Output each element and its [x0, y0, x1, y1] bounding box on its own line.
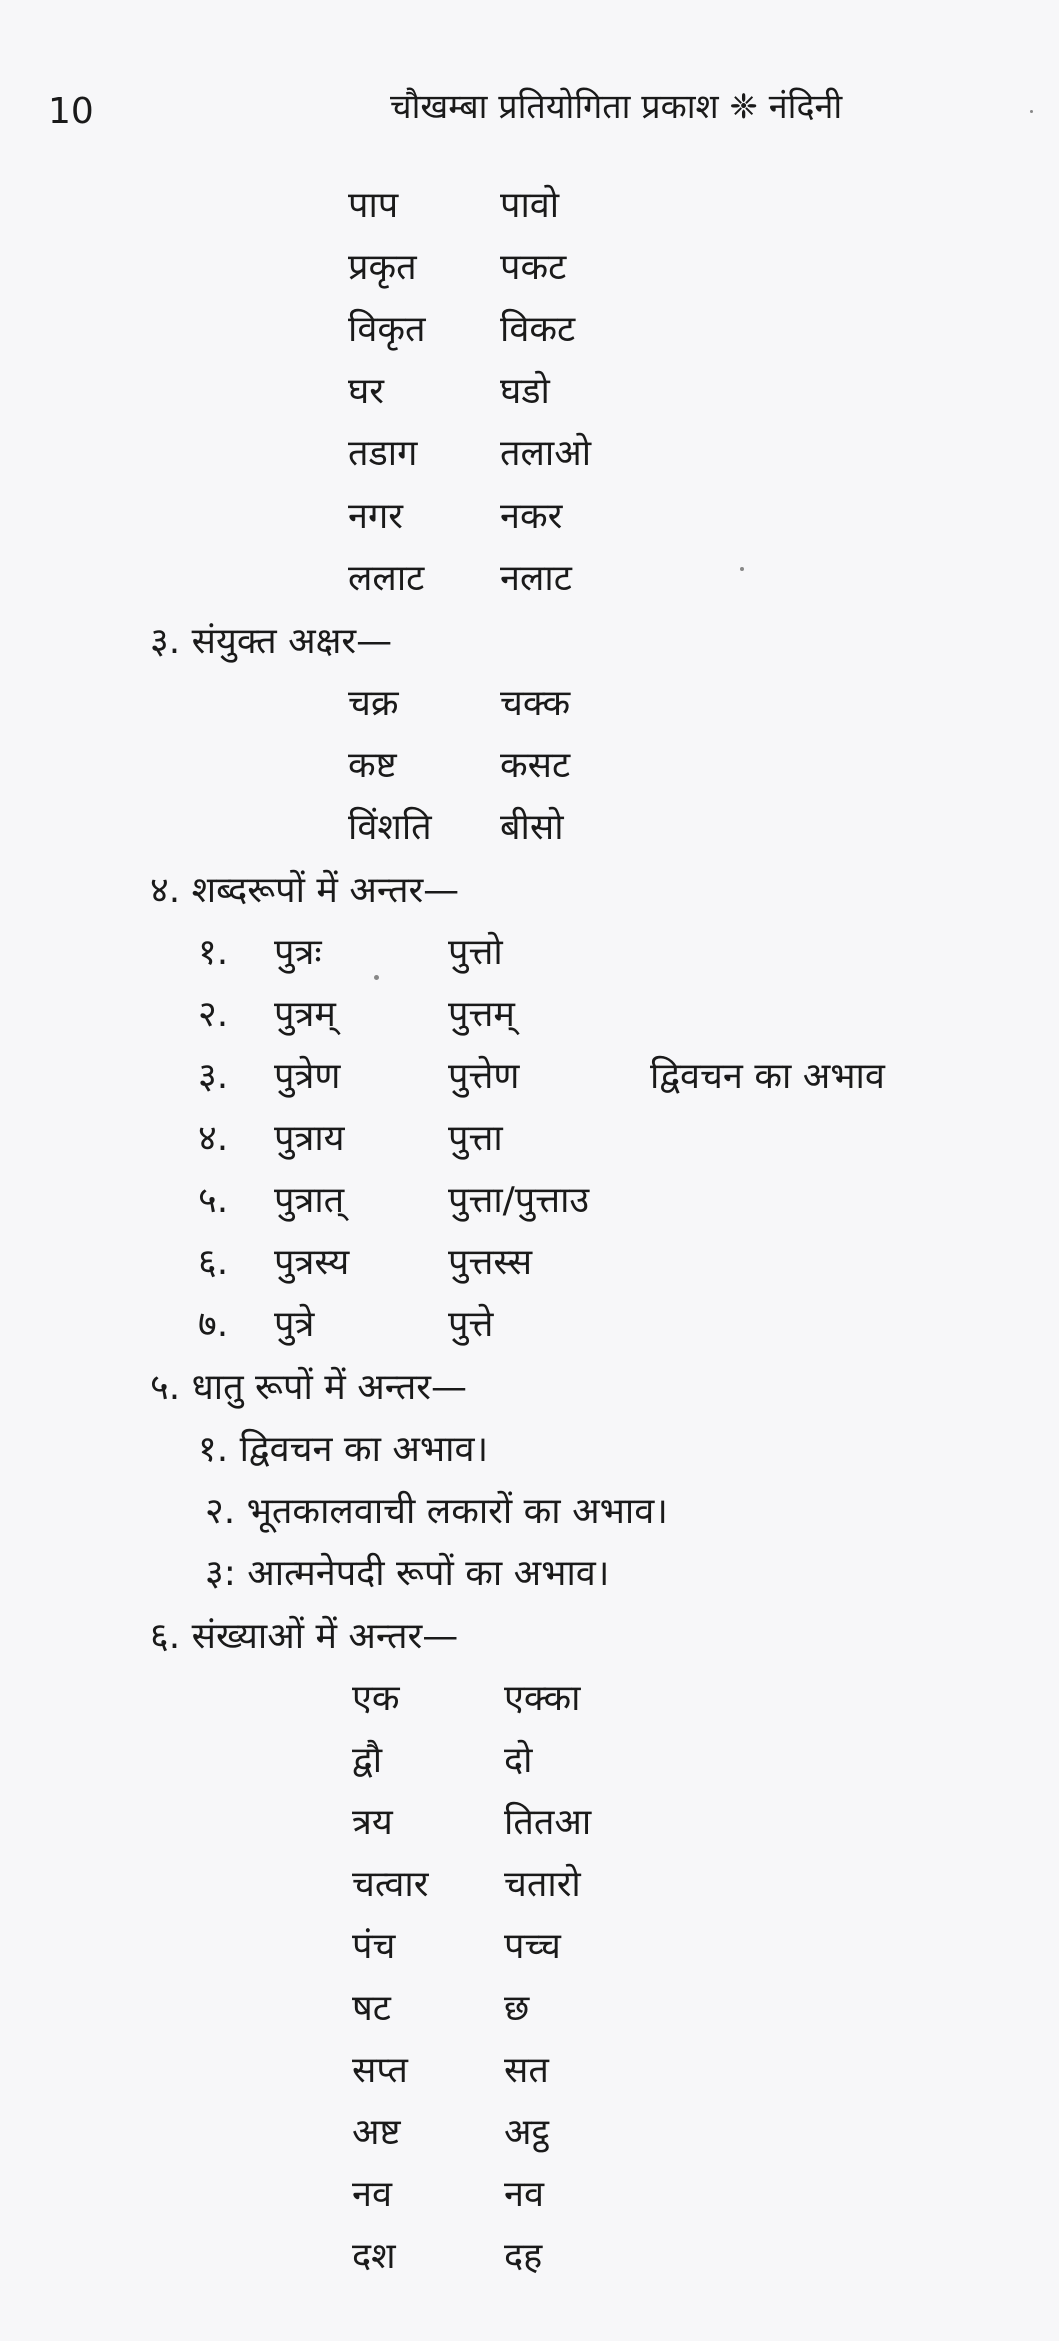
section-6-prakrit: पच्च [504, 1926, 561, 1967]
list-one-sanskrit: नगर [348, 496, 403, 537]
list-one-prakrit: नकर [500, 496, 563, 537]
section-6-prakrit: दह [504, 2236, 543, 2277]
section-4-prakrit: पुत्ता [448, 1118, 503, 1159]
section-6-prakrit: सत [504, 2050, 549, 2091]
running-header-title: चौखम्बा प्रतियोगिता प्रकाश ❈ नंदिनी [390, 87, 843, 127]
section-4-sanskrit: पुत्रे [274, 1304, 315, 1345]
section-4-sanskrit: पुत्राय [274, 1118, 345, 1159]
section-3-sanskrit: कष्ट [348, 745, 397, 786]
section-4-prakrit: पुत्तम् [448, 994, 515, 1035]
scan-speck [740, 567, 744, 571]
list-one-sanskrit: प्रकृत [348, 247, 417, 288]
section-4-number: १. [198, 932, 229, 973]
section-6-heading: ६. संख्याओं में अन्तर— [150, 1616, 459, 1657]
section-5-item: २. भूतकालवाची लकारों का अभाव। [205, 1491, 668, 1532]
section-6-prakrit: चतारो [504, 1864, 581, 1905]
section-4-prakrit: पुत्तेण [448, 1056, 520, 1097]
section-6-prakrit: तितआ [504, 1802, 592, 1843]
section-4-prakrit: पुत्ता/पुत्ताउ [448, 1180, 590, 1221]
section-4-heading: ४. शब्दरूपों में अन्तर— [150, 870, 460, 911]
section-4-sanskrit: पुत्रम् [274, 994, 336, 1035]
section-4-number: ५. [198, 1180, 229, 1221]
section-4-number: २. [198, 994, 229, 1035]
list-one-prakrit: घडो [500, 371, 550, 412]
section-4-prakrit: पुत्तो [448, 932, 503, 973]
section-6-prakrit: नव [504, 2174, 544, 2215]
section-6-sanskrit: दश [352, 2236, 396, 2277]
section-4-sanskrit: पुत्रात् [274, 1180, 345, 1221]
list-one-sanskrit: तडाग [348, 433, 418, 474]
section-3-prakrit: चक्क [500, 683, 571, 724]
list-one-sanskrit: घर [348, 371, 384, 412]
section-4-number: ४. [198, 1118, 229, 1159]
section-4-number: ३. [198, 1056, 229, 1097]
scan-speck [1030, 110, 1033, 113]
section-6-sanskrit: त्रय [352, 1802, 393, 1843]
section-6-sanskrit: नव [352, 2174, 392, 2215]
section-6-sanskrit: अष्ट [352, 2112, 401, 2153]
section-4-sanskrit: पुत्रस्य [274, 1242, 350, 1283]
scan-speck [374, 975, 379, 980]
list-one-sanskrit: विकृत [348, 309, 426, 350]
section-5-item: ३: आत्मनेपदी रूपों का अभाव। [205, 1553, 610, 1594]
list-one-prakrit: नलाट [500, 558, 572, 599]
section-3-sanskrit: चक्र [348, 683, 399, 724]
section-6-sanskrit: चत्वार [352, 1864, 429, 1905]
section-6-sanskrit: सप्त [352, 2050, 408, 2091]
section-6-prakrit: एक्का [504, 1678, 581, 1719]
section-4-number: ७. [198, 1304, 229, 1345]
section-4-number: ६. [198, 1242, 229, 1283]
section-3-heading: ३. संयुक्त अक्षर— [150, 621, 393, 662]
section-4-note: द्विवचन का अभाव [650, 1056, 885, 1097]
section-6-sanskrit: षट [352, 1988, 391, 2029]
section-4-sanskrit: पुत्रेण [274, 1056, 341, 1097]
list-one-prakrit: पकट [500, 247, 567, 288]
list-one-sanskrit: ललाट [348, 558, 425, 599]
list-one-prakrit: पावो [500, 185, 560, 226]
section-6-sanskrit: एक [352, 1678, 400, 1719]
section-6-prakrit: दो [504, 1740, 533, 1781]
section-4-prakrit: पुत्ते [448, 1304, 494, 1345]
page-number: 10 [48, 91, 94, 132]
section-5-heading: ५. धातु रूपों में अन्तर— [150, 1367, 468, 1408]
section-3-sanskrit: विंशति [348, 807, 432, 848]
list-one-sanskrit: पाप [348, 185, 399, 226]
section-6-prakrit: अट्ठ [504, 2112, 550, 2153]
section-3-prakrit: बीसो [500, 807, 564, 848]
section-6-sanskrit: द्वौ [352, 1740, 383, 1781]
section-5-item: १. द्विवचन का अभाव। [198, 1429, 489, 1470]
section-4-prakrit: पुत्तस्स [448, 1242, 533, 1283]
section-6-sanskrit: पंच [352, 1926, 396, 1967]
section-6-prakrit: छ [504, 1988, 530, 2029]
list-one-prakrit: तलाओ [500, 433, 592, 474]
section-3-prakrit: कसट [500, 745, 571, 786]
list-one-prakrit: विकट [500, 309, 576, 350]
section-4-sanskrit: पुत्रः [274, 932, 322, 973]
